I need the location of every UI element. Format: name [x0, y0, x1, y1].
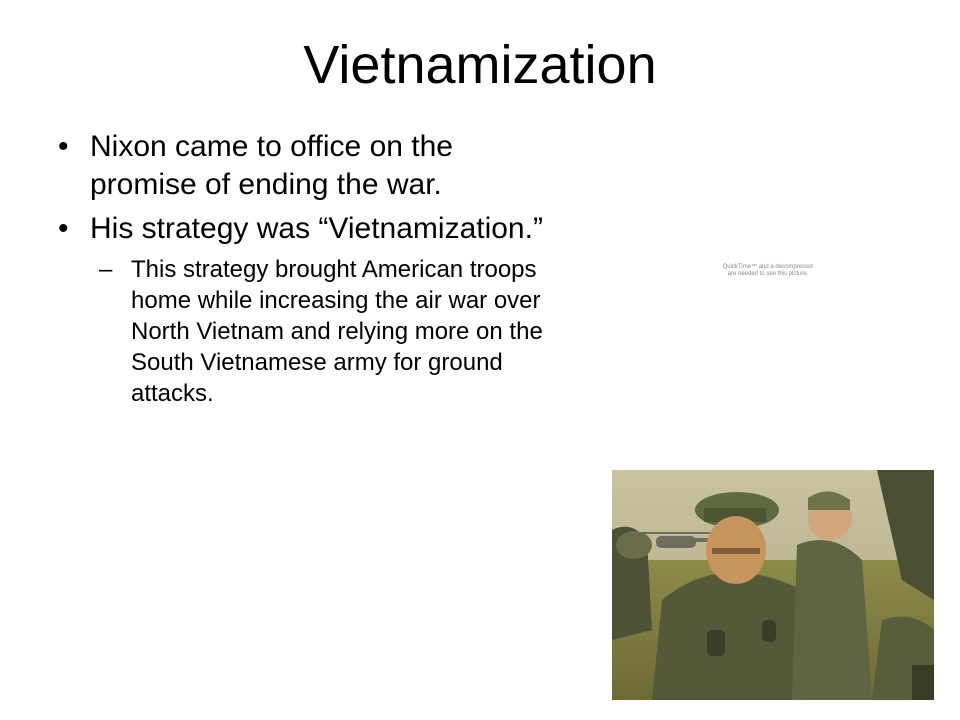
sub-bullet-text: This strategy brought American troops home while increasing the air war over North Vietnam and relying more on the South Vietnamese army for ground attacks.	[131, 256, 543, 407]
bullet-item	[58, 128, 558, 204]
image-placeholder-text: QuickTime™ and a decompressor are needed to see this picture.	[722, 264, 814, 277]
bullet-symbol: •	[58, 130, 69, 163]
sub-bullet-item	[58, 254, 558, 409]
bullet-text: Nixon came to office on the promise of ending the war.	[90, 130, 453, 201]
bullet-symbol: •	[58, 212, 69, 245]
soldiers-photo	[612, 470, 934, 700]
bullet-list	[58, 128, 558, 409]
sub-bullet-symbol: –	[99, 256, 113, 283]
bullet-item	[58, 210, 558, 248]
bullet-text: His strategy was “Vietnamization.”	[90, 212, 543, 245]
slide-title: Vietnamization	[303, 35, 657, 95]
